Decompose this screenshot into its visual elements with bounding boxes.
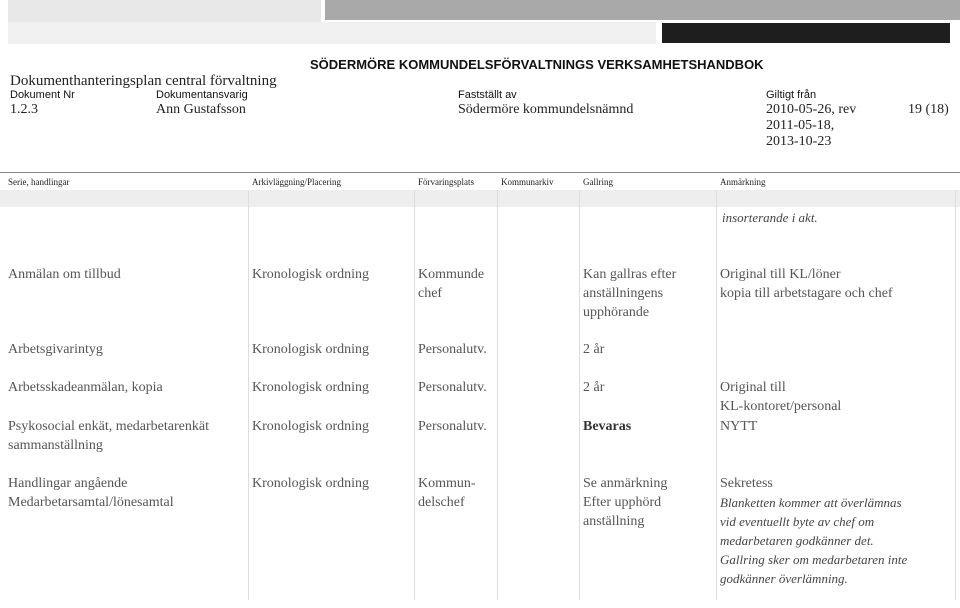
table-row-4-retention: Bevaras [583,419,632,434]
header-bar-light [8,0,321,22]
col-header-retention: Gallring [583,177,613,187]
label-approved-by: Fastställt av [458,89,517,101]
label-valid-from: Giltigt från [766,89,817,101]
responsible-value: Ann Gustafsson [156,102,246,117]
table-row-5-filing: Kronologisk ordning [252,476,370,491]
approved-by-value: Södermöre kommundelsnämnd [458,102,634,117]
column-divider [716,190,717,600]
column-divider [955,190,956,600]
valid-from-line-3: 2013-10-23 [766,134,832,149]
table-row-5-remark-details: Blanketten kommer att överlämnas vid eventuellt byte av chef om medarbetaren godkänner det. Gallring sker om medarbetaren inte godkänner överlämning. [720,495,908,586]
header-bar-mid [325,0,960,20]
page-number: 19 (18) [908,102,949,117]
table-row-1-remark: Original till KL/löner kopia till arbetstagare och chef [720,267,893,301]
table-row-1-filing: Kronologisk ordning [252,267,370,282]
col-header-filing: Arkivläggning/Placering [252,177,341,187]
header-bar-light-lower [8,22,656,44]
label-responsible: Dokumentansvarig [156,89,248,101]
label-doc-nr: Dokument Nr [10,89,75,101]
column-divider [497,190,498,600]
col-header-archive: Kommunarkiv [501,177,554,187]
table-row-3-retention: 2 år [583,380,605,395]
table-row-1-storage: Kommunde chef [418,267,485,301]
table-row-2-filing: Kronologisk ordning [252,342,370,357]
table-row-5-series: Handlingar angående Medarbetarsamtal/lönesamtal [8,476,174,510]
table-row-4-series: Psykosocial enkät, medarbetarenkät sammanställning [8,419,209,453]
table-row-2-series: Arbetsgivarintyg [8,342,103,357]
column-divider [579,190,580,600]
col-header-storage: Förvaringsplats [418,177,474,187]
table-row-3-storage: Personalutv. [418,380,487,395]
table-row-3-remark: Original till KL-kontoret/personal [720,380,842,414]
doc-nr-value: 1.2.3 [10,102,38,117]
table-row-4-storage: Personalutv. [418,419,487,434]
valid-from-line-2: 2011-05-18, [766,118,835,133]
plan-title: Dokumenthanteringsplan central förvaltning [10,73,277,89]
valid-from-line-1: 2010-05-26, rev [766,102,857,117]
table-row-4-remark: NYTT [720,419,758,434]
header-bar-dark [662,23,950,43]
table-header-row [0,172,960,191]
column-divider [248,190,249,600]
table-row-1-series: Anmälan om tillbud [8,267,121,282]
table-row-5-retention: Se anmärkning Efter upphörd anställning [583,476,668,529]
table-row-5-remark: Sekretess [720,476,773,491]
table-row-2-storage: Personalutv. [418,342,487,357]
org-title: SÖDERMÖRE KOMMUNDELSFÖRVALTNINGS VERKSAMHETSHANDBOK [310,57,764,72]
table-row-1-retention: Kan gallras efter anställningens upphörande [583,267,677,320]
table-row-2-retention: 2 år [583,342,605,357]
table-row-3-series: Arbetsskadeanmälan, kopia [8,380,163,395]
table-row-5-storage: Kommun- delschef [418,476,476,510]
table-row-4-filing: Kronologisk ordning [252,419,370,434]
column-divider [414,190,415,600]
continued-row-band [0,190,960,207]
continued-note: insorterande i akt. [722,210,818,225]
table-row-3-filing: Kronologisk ordning [252,380,370,395]
col-header-series: Serie, handlingar [8,177,70,187]
col-header-remark: Anmärkning [720,177,766,187]
